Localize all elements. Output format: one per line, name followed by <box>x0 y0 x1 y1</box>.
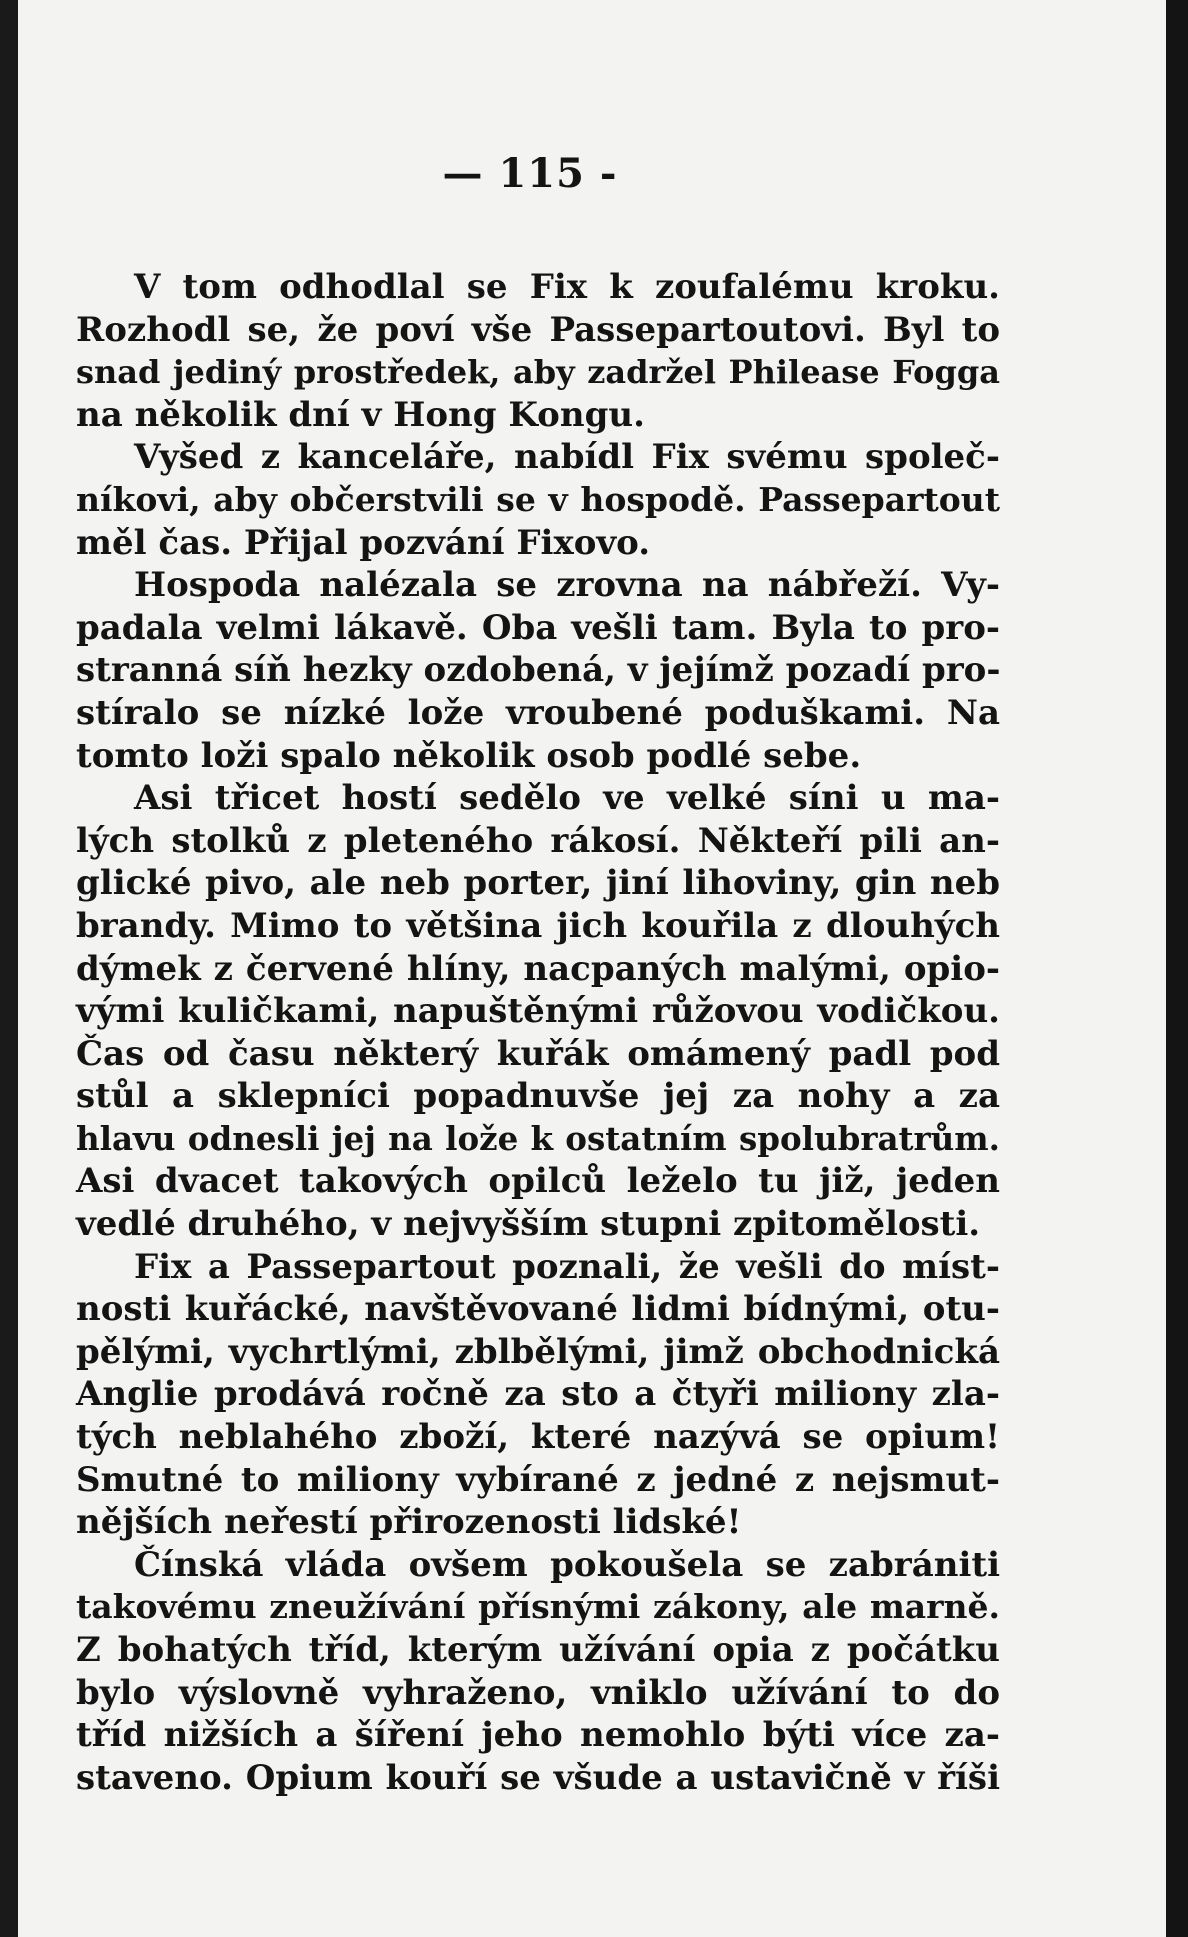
text-line: hlavu odnesli jej na lože k ostatním spolubratrům. <box>76 1118 1000 1158</box>
text-line: takovému zneužívání přísnými zákony, ale marně. <box>76 1587 1000 1627</box>
text-line: vedlé druhého, v nejvyšším stupni zpitomělosti. <box>76 1204 981 1245</box>
text-line: na několik dní v Hong Kongu. <box>76 394 645 435</box>
text-line: měl čas. Přijal pozvání Fixovo. <box>76 522 651 563</box>
text-line: Anglie prodává ročně za sto a čtyři miliony zla- <box>76 1374 1000 1415</box>
text-line: nosti kuřácké, navštěvované lidmi bídnými, otu- <box>76 1289 1000 1330</box>
text-line: vými kuličkami, napuštěnými růžovou vodičkou. <box>76 991 1000 1032</box>
text-line: Rozhodl se, že poví vše Passepartoutovi. Byl to <box>76 309 1000 350</box>
left-page-edge <box>0 0 18 1937</box>
text-line: tříd nižších a šíření jeho nemohlo býti více za- <box>76 1715 1000 1756</box>
text-line: níkovi, aby občerstvili se v hospodě. Passepartout <box>76 479 1000 519</box>
text-line: pělými, vychrtlými, zblbělými, jimž obchodnická <box>76 1331 1000 1372</box>
text-line: stůl a sklepníci popadnuvše jej za nohy a za <box>76 1076 1000 1117</box>
text-line: stranná síň hezky ozdobená, v jejímž pozadí pro- <box>76 650 1001 691</box>
right-page-edge <box>1166 0 1188 1937</box>
text-line: brandy. Mimo to většina jich kouřila z dlouhých <box>76 905 1000 946</box>
page-number: — 115 - <box>442 150 618 197</box>
text-line: Smutné to miliony vybírané z jedné z nejsmut- <box>76 1459 1000 1500</box>
text-line: V tom odhodlal se Fix k zoufalému kroku. <box>134 267 1000 307</box>
text-line: lých stolků z pleteného rákosí. Někteří pili an- <box>76 820 1000 861</box>
text-line: nějších neřestí přirozenosti lidské! <box>76 1502 742 1543</box>
text-line: tomto loži spalo několik osob podlé sebe. <box>76 735 862 776</box>
text-line: tých neblahého zboží, které nazývá se opium! <box>76 1417 1000 1458</box>
text-line: staveno. Opium kouří se všude a ustavičně v říši <box>76 1757 1000 1798</box>
body-text <box>76 266 1000 1799</box>
text-line: padala velmi lákavě. Oba vešli tam. Byla to pro- <box>76 607 1000 648</box>
text-line: stíralo se nízké lože vroubené poduškami. Na <box>76 692 1000 733</box>
text-line: bylo výslovně vyhraženo, vniklo užívání to do <box>76 1672 1000 1713</box>
text-line: Čínská vláda ovšem pokoušela se zabrániti <box>134 1544 1000 1585</box>
text-line: Čas od času některý kuřák omámený padl pod <box>76 1033 1000 1074</box>
text-line: dýmek z červené hlíny, nacpaných malými, opio- <box>76 948 1000 989</box>
text-line: Asi třicet hostí sedělo ve velké síni u ma- <box>134 778 1000 819</box>
text-line: Z bohatých tříd, kterým užívání opia z počátku <box>76 1630 1000 1670</box>
text-line: Hospoda nalézala se zrovna na nábřeží. Vy- <box>134 565 1000 606</box>
text-line: snad jediný prostředek, aby zadržel Philease Fogga <box>76 353 1000 392</box>
text-line: Asi dvacet takových opilců leželo tu již, jeden <box>76 1161 1000 1202</box>
text-line: Fix a Passepartout poznali, že vešli do míst- <box>134 1246 1000 1287</box>
text-line: glické pivo, ale neb porter, jiní lihoviny, gin neb <box>76 863 1000 904</box>
text-line: Vyšed z kanceláře, nabídl Fix svému společ- <box>134 437 1000 478</box>
